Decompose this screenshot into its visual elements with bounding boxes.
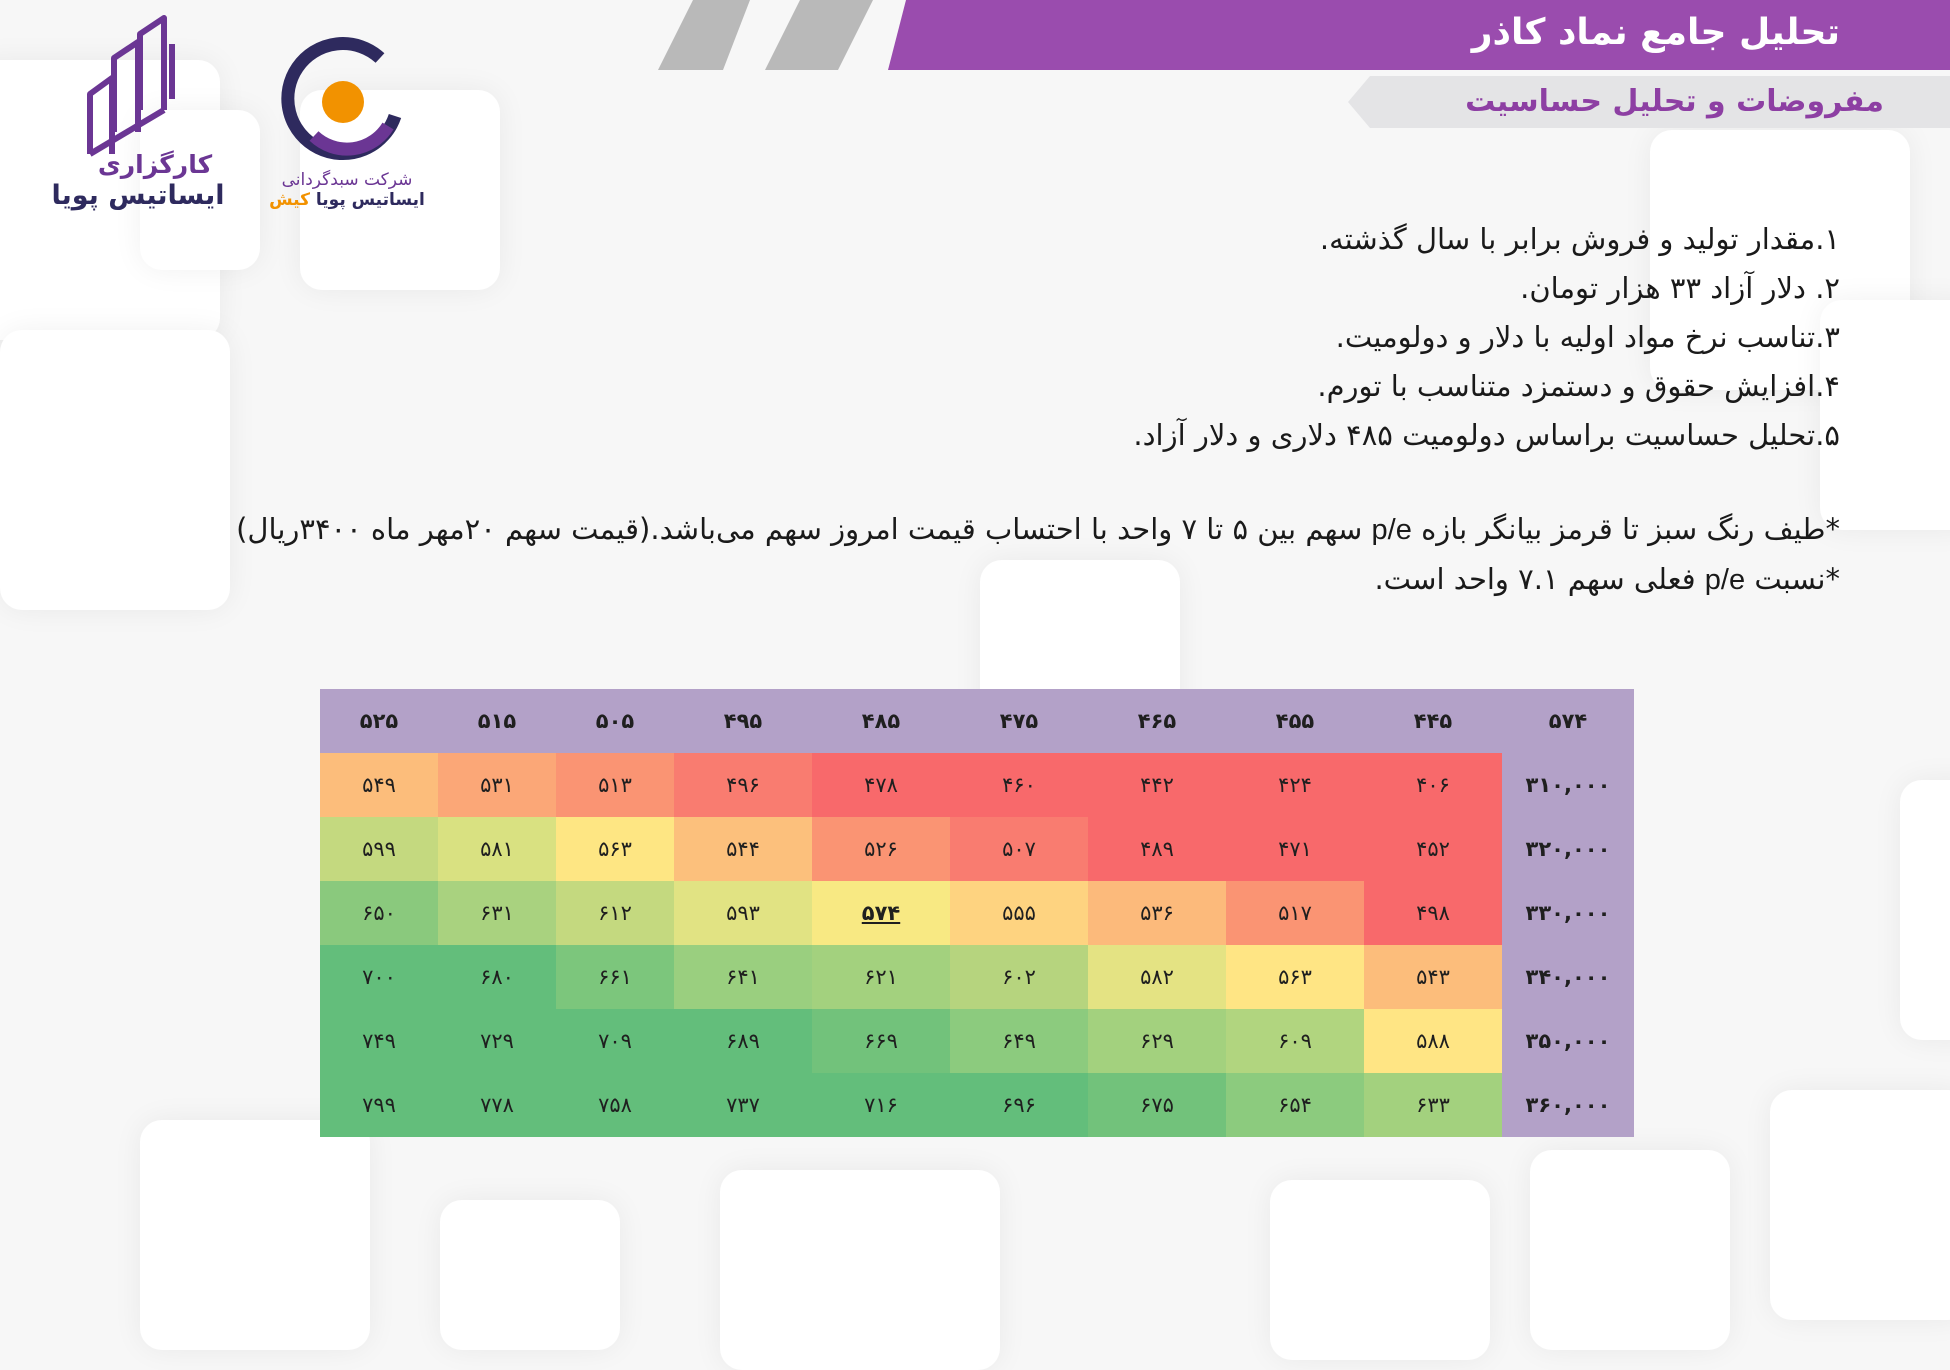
column-header: ۴۵۵	[1226, 689, 1364, 753]
table-corner-cell: ۵۷۴	[1502, 689, 1634, 753]
row-header: ۳۴۰,۰۰۰	[1502, 945, 1634, 1009]
header-stripe	[765, 0, 873, 70]
table-cell: ۵۴۴	[674, 817, 812, 881]
table-cell: ۶۶۱	[556, 945, 674, 1009]
table-cell: ۵۴۳	[1364, 945, 1502, 1009]
row-header: ۳۵۰,۰۰۰	[1502, 1009, 1634, 1073]
table-cell: ۷۴۹	[320, 1009, 438, 1073]
table-cell: ۵۳۶	[1088, 881, 1226, 945]
table-cell: ۶۴۹	[950, 1009, 1088, 1073]
notes	[120, 505, 1840, 605]
assumption-item: ۲. دلار آزاد ۳۳ هزار تومان.	[1520, 271, 1840, 305]
fund-logo-name: ایساتیس پویا	[315, 190, 425, 210]
table-cell: ۵۸۲	[1088, 945, 1226, 1009]
table-cell: ۵۸۱	[438, 817, 556, 881]
header-stripe	[658, 0, 750, 70]
column-header: ۴۹۵	[674, 689, 812, 753]
page-subtitle: مفروضات و تحلیل حساسیت	[1465, 84, 1884, 119]
table-cell: ۶۲۱	[812, 945, 950, 1009]
table-cell: ۷۵۸	[556, 1073, 674, 1137]
note-current-pe: *نسبت p/e فعلی سهم ۷.۱ واحد است.	[1374, 562, 1840, 596]
table-cell: ۵۹۹	[320, 817, 438, 881]
table-row	[320, 1073, 1634, 1137]
table-cell: ۵۹۳	[674, 881, 812, 945]
table-cell: ۴۴۲	[1088, 753, 1226, 817]
table-cell: ۵۶۳	[1226, 945, 1364, 1009]
table-cell: ۷۰۰	[320, 945, 438, 1009]
table-cell: ۷۹۹	[320, 1073, 438, 1137]
table-cell: ۶۴۱	[674, 945, 812, 1009]
table-cell: ۶۶۹	[812, 1009, 950, 1073]
column-header: ۴۸۵	[812, 689, 950, 753]
row-header: ۳۱۰,۰۰۰	[1502, 753, 1634, 817]
background-tile	[720, 1170, 1000, 1370]
table-cell: ۶۸۰	[438, 945, 556, 1009]
background-tile	[1530, 1150, 1730, 1350]
assumption-item: ۴.افزایش حقوق و دستمزد متناسب با تورم.	[1317, 369, 1840, 403]
table-row	[320, 753, 1634, 817]
assumption-item: ۳.تناسب نرخ مواد اولیه با دلار و دولومیت.	[1335, 320, 1840, 354]
row-header: ۳۳۰,۰۰۰	[1502, 881, 1634, 945]
table-cell: ۶۰۲	[950, 945, 1088, 1009]
fund-logo-kish: کیش	[269, 190, 310, 210]
table-cell: ۴۲۴	[1226, 753, 1364, 817]
table-cell: ۵۴۹	[320, 753, 438, 817]
table-cell: ۵۸۸	[1364, 1009, 1502, 1073]
table-cell: ۶۱۲	[556, 881, 674, 945]
table-cell: ۵۱۷	[1226, 881, 1364, 945]
note-color-range: *طیف رنگ سبز تا قرمز بیانگر بازه p/e سهم بین ۵ تا ۷ واحد با احتساب قیمت امروز سهم می‌باشد.(قیمت سهم ۲۰مهر ماه ۳۴۰۰ریال)	[236, 512, 1840, 546]
column-header: ۴۴۵	[1364, 689, 1502, 753]
column-header: ۴۶۵	[1088, 689, 1226, 753]
page-title: تحلیل جامع نماد کاذر	[1471, 12, 1840, 53]
column-header: ۵۱۵	[438, 689, 556, 753]
column-header: ۵۲۵	[320, 689, 438, 753]
assumption-item: ۱.مقدار تولید و فروش برابر با سال گذشته.	[1319, 222, 1840, 256]
table-cell: ۶۰۹	[1226, 1009, 1364, 1073]
broker-logo-line2: ایساتیس پویا	[51, 180, 225, 211]
table-cell: ۵۱۳	[556, 753, 674, 817]
row-header: ۳۲۰,۰۰۰	[1502, 817, 1634, 881]
table-cell: ۶۸۹	[674, 1009, 812, 1073]
table-cell: ۴۶۰	[950, 753, 1088, 817]
table-cell: ۴۸۹	[1088, 817, 1226, 881]
row-header: ۳۶۰,۰۰۰	[1502, 1073, 1634, 1137]
table-header-row	[320, 689, 1634, 753]
table-cell: ۷۳۷	[674, 1073, 812, 1137]
assumptions-list	[1133, 215, 1840, 460]
table-cell: ۶۵۴	[1226, 1073, 1364, 1137]
fund-logo-icon	[270, 36, 416, 166]
fund-logo-line1: شرکت سبدگردانی	[281, 170, 413, 190]
table-cell: ۵۲۶	[812, 817, 950, 881]
column-header: ۴۷۵	[950, 689, 1088, 753]
table-cell: ۶۳۳	[1364, 1073, 1502, 1137]
table-cell: ۷۷۸	[438, 1073, 556, 1137]
table-cell: ۴۷۸	[812, 753, 950, 817]
broker-logo-icon	[82, 14, 182, 159]
table-cell: ۶۷۵	[1088, 1073, 1226, 1137]
table-cell: ۴۰۶	[1364, 753, 1502, 817]
table-cell: ۵۶۳	[556, 817, 674, 881]
background-tile	[1900, 780, 1950, 1040]
background-tile	[1270, 1180, 1490, 1360]
table-cell: ۷۲۹	[438, 1009, 556, 1073]
table-cell: ۵۰۷	[950, 817, 1088, 881]
assumption-item: ۵.تحلیل حساسیت براساس دولومیت ۴۸۵ دلاری و دلار آزاد.	[1133, 418, 1840, 452]
table-cell: ۴۹۸	[1364, 881, 1502, 945]
table-cell: ۶۹۶	[950, 1073, 1088, 1137]
background-tile	[140, 1120, 370, 1350]
background-tile	[440, 1200, 620, 1350]
table-cell: ۶۳۱	[438, 881, 556, 945]
broker-logo-line1: کارگزاری	[97, 150, 213, 179]
table-row	[320, 1009, 1634, 1073]
table-cell: ۶۲۹	[1088, 1009, 1226, 1073]
table-cell: ۴۷۱	[1226, 817, 1364, 881]
table-cell: ۷۰۹	[556, 1009, 674, 1073]
table-row	[320, 945, 1634, 1009]
column-header: ۵۰۵	[556, 689, 674, 753]
table-cell: ۵۵۵	[950, 881, 1088, 945]
table-row	[320, 881, 1634, 945]
table-cell: ۵۷۴	[812, 881, 950, 945]
table-cell: ۴۹۶	[674, 753, 812, 817]
table-cell: ۶۵۰	[320, 881, 438, 945]
table-cell: ۷۱۶	[812, 1073, 950, 1137]
sensitivity-table	[320, 689, 1634, 1137]
table-row	[320, 817, 1634, 881]
fund-logo-line2	[262, 190, 432, 210]
table-body	[320, 753, 1634, 1137]
background-tile	[1770, 1090, 1950, 1320]
table-cell: ۴۵۲	[1364, 817, 1502, 881]
table-cell: ۵۳۱	[438, 753, 556, 817]
